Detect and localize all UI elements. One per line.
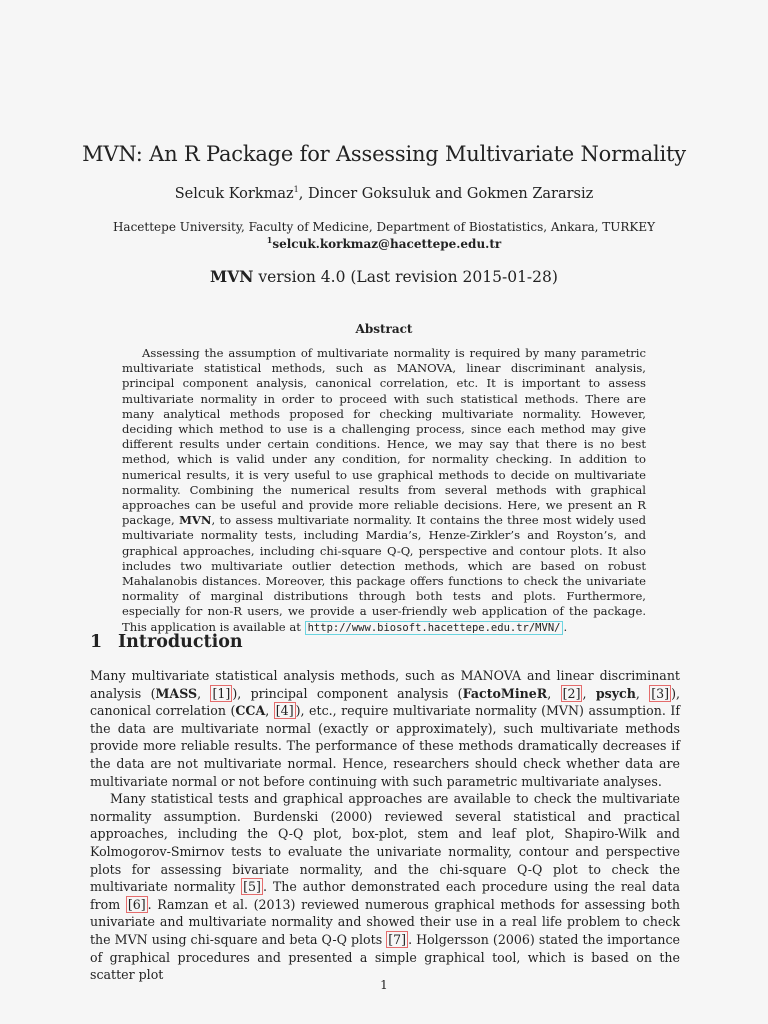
package-ref-factominer: FactoMineR — [462, 685, 548, 701]
abstract-text-2: , to assess multivariate normality. It contains the three most widely used multivariate normality tests, including Mardia’s, Henze-Zirkler’s and Royston’s, and graphical approaches, including chi-square Q-Q, perspective and contour plots. It also includes two multivariate outlier detection methods, which are based on robust Mahalanobis distances. Moreover, this package offers functions to check the univariate normality of marginal distributions through both tests and plots. Furthermore, especially for non-R users, we provide a user-friendly web application of the package. This application is available at — [122, 513, 646, 634]
email-line — [0, 237, 768, 251]
citation-link[interactable]: [5] — [243, 879, 261, 895]
package-name: MVN — [210, 267, 254, 286]
paper-title: MVN: An R Package for Assessing Multivariate Normality — [82, 142, 686, 166]
intro-paragraph-2 — [90, 790, 680, 984]
package-ref-psych: psych — [595, 685, 636, 701]
citation-link[interactable]: [6] — [127, 896, 146, 912]
abstract-heading: Abstract — [355, 322, 413, 336]
abstract-package-name: MVN — [179, 513, 212, 528]
intro-text: , — [265, 703, 274, 719]
package-ref-mass: MASS — [155, 685, 198, 701]
package-ref-cca: CCA — [235, 703, 266, 719]
intro-text: . The author demonstrated each procedure using the real data from — [90, 879, 680, 912]
author-email: selcuk.korkmaz@hacettepe.edu.tr — [272, 237, 502, 251]
version-line — [0, 267, 768, 286]
other-authors: , Dincer Goksuluk and Gokmen Zararsiz — [298, 186, 594, 202]
citation-link[interactable]: [4] — [275, 703, 294, 719]
intro-text: ), principal component analysis ( — [232, 685, 463, 701]
intro-text: Many statistical tests and graphical approaches are available to check the multivariate normality assumption. Burdenski (2000) reviewed several statistical and practical approaches, including the Q-Q plot, box-plot, stem and leaf plot, Shapiro-Wilk and Kolmogorov-Smirnov tests to evaluate the univariate normality, contour and perspective plots for assessing bivariate normality, and the chi-square Q-Q plot to check the multivariate normality — [90, 791, 680, 895]
abstract-text-1: Assessing the assumption of multivariate normality is required by many parametric multivariate statistical methods, such as MANOVA, linear discriminant analysis, principal component analysis, canonical correlation, etc. It is important to assess multivariate normality in order to proceed with such statistical methods. There are many analytical methods proposed for checking multivariate normality. However, deciding which method to use is a challenging process, since each method may give different results under certain conditions. Hence, we may say that there is no best method, which is valid under any condition, for normality checking. In addition to numerical results, it is very useful to use graphical methods to decide on multivariate normality. Combining the numerical results from several methods with graphical approaches can be useful and provide more reliable decisions. Here, we present an R package, — [122, 346, 646, 528]
intro-text: ), etc., require multivariate normality (MVN) assumption. If the data are multivariate normal (exactly or approximately), such multivariate methods provide more reliable results. The performance of these methods dramatically decreases if the data are not multivariate normal. Hence, researchers should check whether data are multivariate normal or not before continuing with such parametric multivariate analyses. — [90, 703, 680, 789]
section-heading — [90, 632, 243, 652]
email-footnote-mark: 1 — [266, 235, 273, 245]
citation-link[interactable]: [7] — [388, 931, 407, 947]
intro-text: , — [582, 685, 596, 701]
page-number: 1 — [380, 978, 388, 992]
intro-text: , — [547, 685, 561, 701]
abstract-text-3: . — [563, 619, 568, 634]
version-text: version 4.0 (Last revision 2015-01-28) — [253, 268, 558, 286]
section-number: 1 — [90, 632, 103, 652]
intro-text: , — [197, 685, 211, 701]
abstract-body — [122, 346, 646, 636]
introduction-body — [90, 667, 680, 984]
citation-link[interactable]: [2] — [562, 685, 581, 701]
authors-line — [0, 186, 768, 202]
citation-link[interactable]: [3] — [651, 685, 670, 701]
first-author: Selcuk Korkmaz — [174, 186, 294, 202]
intro-text: . Ramzan et al. (2013) reviewed numerous graphical methods for assessing both univariate and multivariate normality and showed their use in a real life problem to check the MVN using chi-square and beta Q-Q plots — [90, 896, 680, 947]
intro-text: . Holgersson (2006) stated the importance of graphical procedures and presented a simple graphical tool, which is based on the scatter plot — [90, 931, 680, 983]
intro-text: Many multivariate statistical analysis methods, such as MANOVA and linear discriminant analysis ( — [90, 668, 680, 701]
citation-link[interactable]: [1] — [212, 685, 231, 701]
affiliation: Hacettepe University, Faculty of Medicine, Department of Biostatistics, Ankara, TURKEY — [112, 220, 656, 234]
intro-paragraph-1 — [90, 667, 680, 790]
intro-text: , — [635, 685, 650, 701]
web-app-link[interactable]: http://www.biosoft.hacettepe.edu.tr/MVN/ — [305, 621, 564, 635]
section-title: Introduction — [118, 632, 243, 652]
intro-text: ), canonical correlation ( — [90, 685, 681, 719]
author-footnote-mark: 1 — [293, 185, 299, 195]
